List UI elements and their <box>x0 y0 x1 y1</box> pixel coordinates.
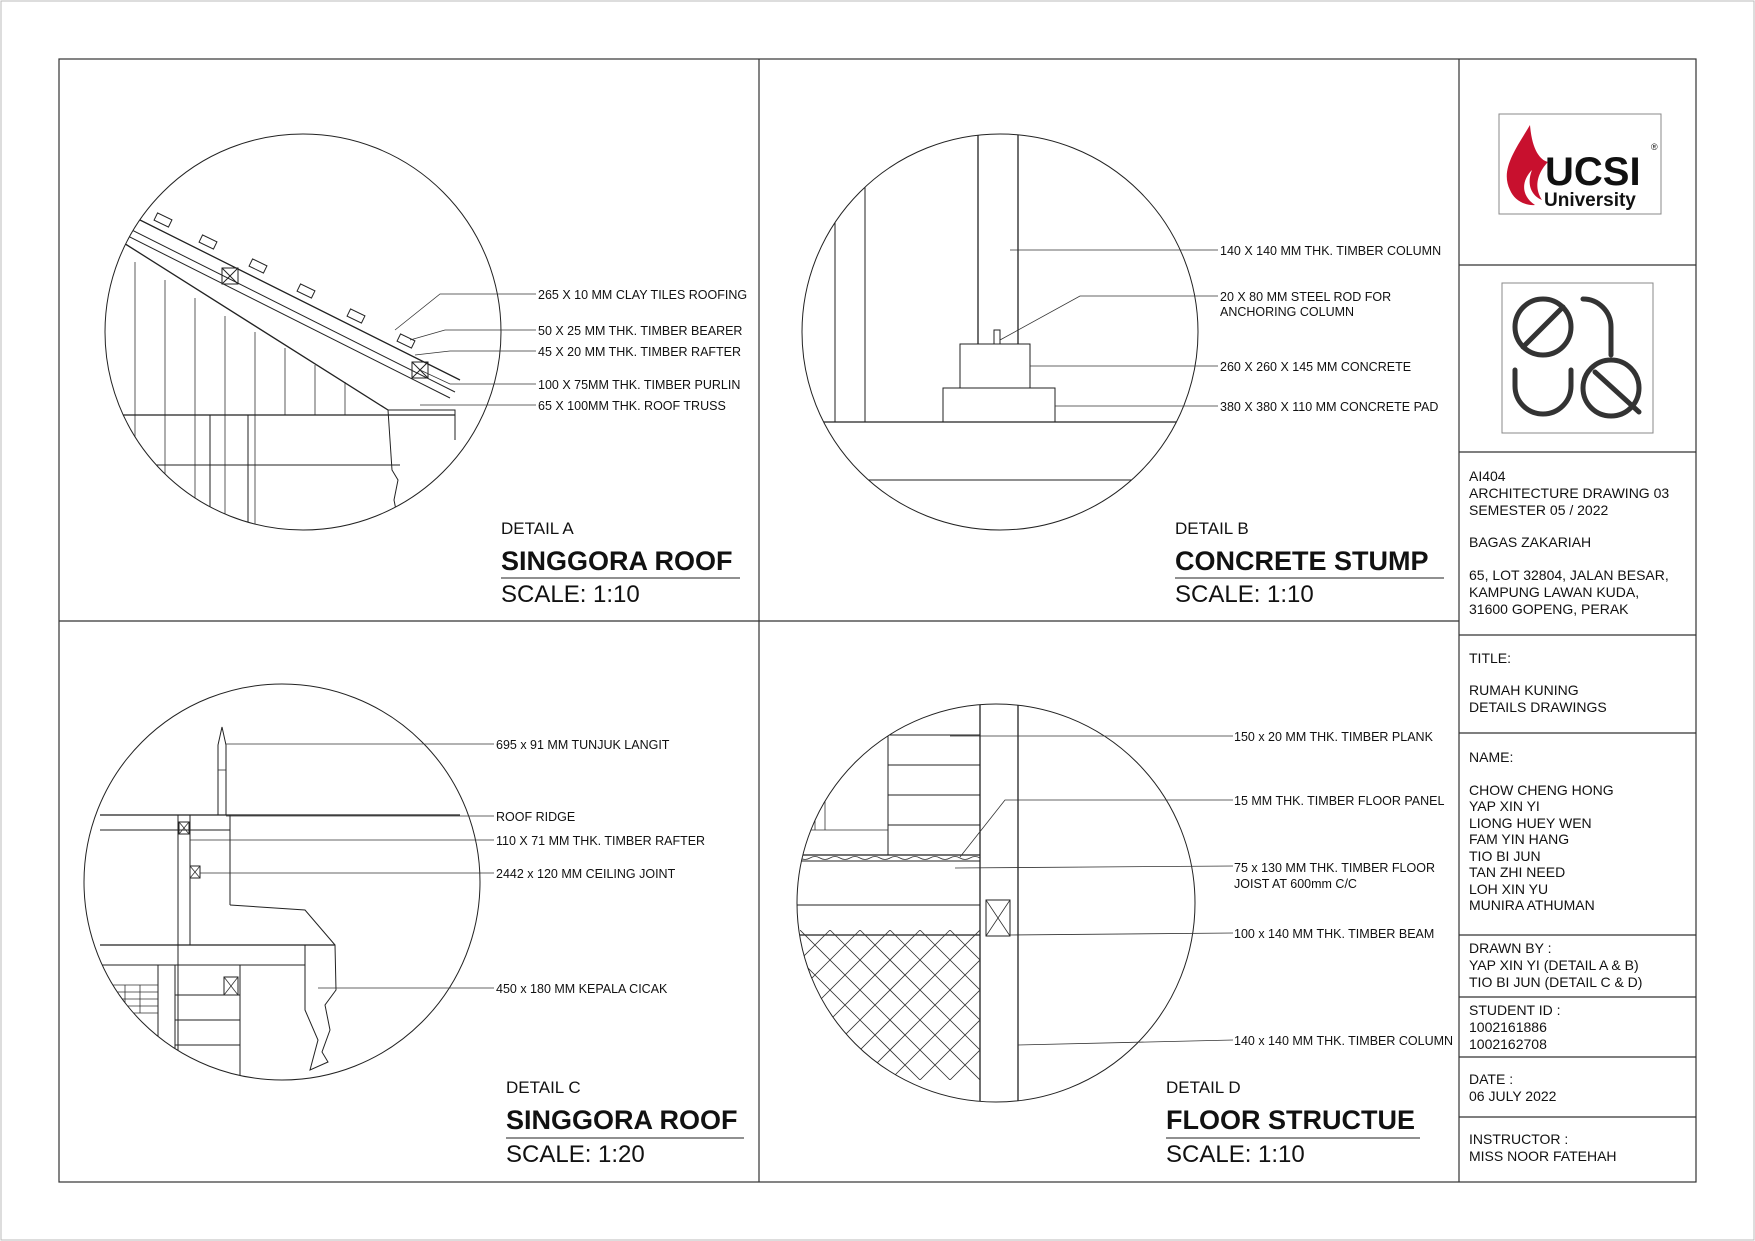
course-code: AI404 <box>1469 468 1506 484</box>
detail-d-annotation-1: 150 x 20 MM THK. TIMBER PLANK <box>1234 730 1433 744</box>
detail-d-title: FLOOR STRUCTUE <box>1166 1105 1415 1135</box>
detail-c-annotation-1: 695 x 91 MM TUNJUK LANGIT <box>496 738 670 752</box>
name-6: TAN ZHI NEED <box>1469 864 1566 880</box>
titleblock <box>1459 114 1696 1164</box>
instructor-name: MISS NOOR FATEHAH <box>1469 1148 1617 1164</box>
name-5: TIO BI JUN <box>1469 848 1541 864</box>
name-7: LOH XIN YU <box>1469 881 1549 897</box>
detail-a-annotation-4: 100 X 75MM THK. TIMBER PURLIN <box>538 378 741 392</box>
ucsi-logo-sub: University <box>1544 190 1636 211</box>
detail-a-scale: SCALE: 1:10 <box>501 581 640 608</box>
detail-d-drawing <box>790 700 1233 1105</box>
detail-a-annotations <box>538 288 747 413</box>
name-1: CHOW CHENG HONG <box>1469 782 1614 798</box>
detail-b-title: CONCRETE STUMP <box>1175 546 1429 576</box>
detail-d-annotation-4: JOIST AT 600mm C/C <box>1234 877 1357 891</box>
course-name: ARCHITECTURE DRAWING 03 <box>1469 485 1670 501</box>
name-8: MUNIRA ATHUMAN <box>1469 897 1595 913</box>
detail-c-annotations <box>496 738 705 996</box>
instructor-label: INSTRUCTOR : <box>1469 1131 1569 1147</box>
detail-d-scale: SCALE: 1:10 <box>1166 1141 1305 1168</box>
title-line-2: DETAILS DRAWINGS <box>1469 699 1607 715</box>
drawn-by-label: DRAWN BY : <box>1469 940 1552 956</box>
detail-a-title: SINGGORA ROOF <box>501 546 733 576</box>
detail-c-annotation-4: 2442 x 120 MM CEILING JOINT <box>496 867 676 881</box>
date-label: DATE : <box>1469 1071 1514 1087</box>
title-label: TITLE: <box>1469 650 1512 666</box>
detail-b-annotation-1: 140 X 140 MM THK. TIMBER COLUMN <box>1220 244 1442 258</box>
name-4: FAM YIN HANG <box>1469 831 1570 847</box>
detail-a-annotation-5: 65 X 100MM THK. ROOF TRUSS <box>538 399 726 413</box>
title-line-1: RUMAH KUNING <box>1469 682 1579 698</box>
detail-c-drawing <box>84 684 494 1080</box>
detail-c-annotation-5: 450 x 180 MM KEPALA CICAK <box>496 982 668 996</box>
ucsi-logo-brand: UCSI <box>1545 150 1641 194</box>
name-3: LIONG HUEY WEN <box>1469 815 1592 831</box>
detail-a-label: DETAIL A <box>501 519 574 538</box>
detail-b-scale: SCALE: 1:10 <box>1175 581 1314 608</box>
detail-a-annotation-3: 45 X 20 MM THK. TIMBER RAFTER <box>538 345 742 359</box>
detail-d-annotation-2: 15 MM THK. TIMBER FLOOR PANEL <box>1234 794 1445 808</box>
detail-c-label: DETAIL C <box>506 1078 581 1097</box>
name-2: YAP XIN YI <box>1469 798 1540 814</box>
detail-c-title: SINGGORA ROOF <box>506 1105 738 1135</box>
detail-b-annotation-3: ANCHORING COLUMN <box>1220 305 1355 319</box>
address-line-3: 31600 GOPENG, PERAK <box>1469 601 1629 617</box>
course-semester: SEMESTER 05 / 2022 <box>1469 502 1609 518</box>
detail-b-annotation-2: 20 X 80 MM STEEL ROD FOR <box>1220 290 1392 304</box>
ucsi-logo <box>1499 114 1661 214</box>
detail-b-annotation-5: 380 X 380 X 110 MM CONCRETE PAD <box>1220 400 1439 414</box>
student-id-label: STUDENT ID : <box>1469 1002 1561 1018</box>
detail-a-annotation-1: 265 X 10 MM CLAY TILES ROOFING <box>538 288 748 302</box>
detail-b-drawing <box>800 130 1218 530</box>
drawn-by-1: YAP XIN YI (DETAIL A & B) <box>1469 957 1639 973</box>
detail-a-annotation-2: 50 X 25 MM THK. TIMBER BEARER <box>538 324 743 338</box>
detail-b-annotations <box>1220 244 1441 414</box>
detail-b-label: DETAIL B <box>1175 519 1249 538</box>
ucsi-logo-reg: ® <box>1651 142 1658 152</box>
detail-d-annotation-6: 140 x 140 MM THK. TIMBER COLUMN <box>1234 1034 1454 1048</box>
address-line-2: KAMPUNG LAWAN KUDA, <box>1469 584 1640 600</box>
name-label: NAME: <box>1469 749 1514 765</box>
detail-c-scale: SCALE: 1:20 <box>506 1141 645 1168</box>
monogram-logo <box>1502 283 1653 433</box>
client-name: BAGAS ZAKARIAH <box>1469 534 1592 550</box>
drawn-by-2: TIO BI JUN (DETAIL C & D) <box>1469 974 1643 990</box>
detail-d-annotation-3: 75 x 130 MM THK. TIMBER FLOOR <box>1234 861 1435 875</box>
detail-d-annotations <box>1234 730 1453 1048</box>
detail-c-annotation-2: ROOF RIDGE <box>496 810 576 824</box>
detail-a-drawing <box>100 134 536 530</box>
detail-d-label: DETAIL D <box>1166 1078 1241 1097</box>
student-id-2: 1002162708 <box>1469 1036 1547 1052</box>
address-line-1: 65, LOT 32804, JALAN BESAR, <box>1469 567 1669 583</box>
detail-d-annotation-5: 100 x 140 MM THK. TIMBER BEAM <box>1234 927 1435 941</box>
date-value: 06 JULY 2022 <box>1469 1088 1557 1104</box>
detail-c-annotation-3: 110 X 71 MM THK. TIMBER RAFTER <box>496 834 706 848</box>
detail-b-annotation-4: 260 X 260 X 145 MM CONCRETE <box>1220 360 1412 374</box>
student-id-1: 1002161886 <box>1469 1019 1547 1035</box>
